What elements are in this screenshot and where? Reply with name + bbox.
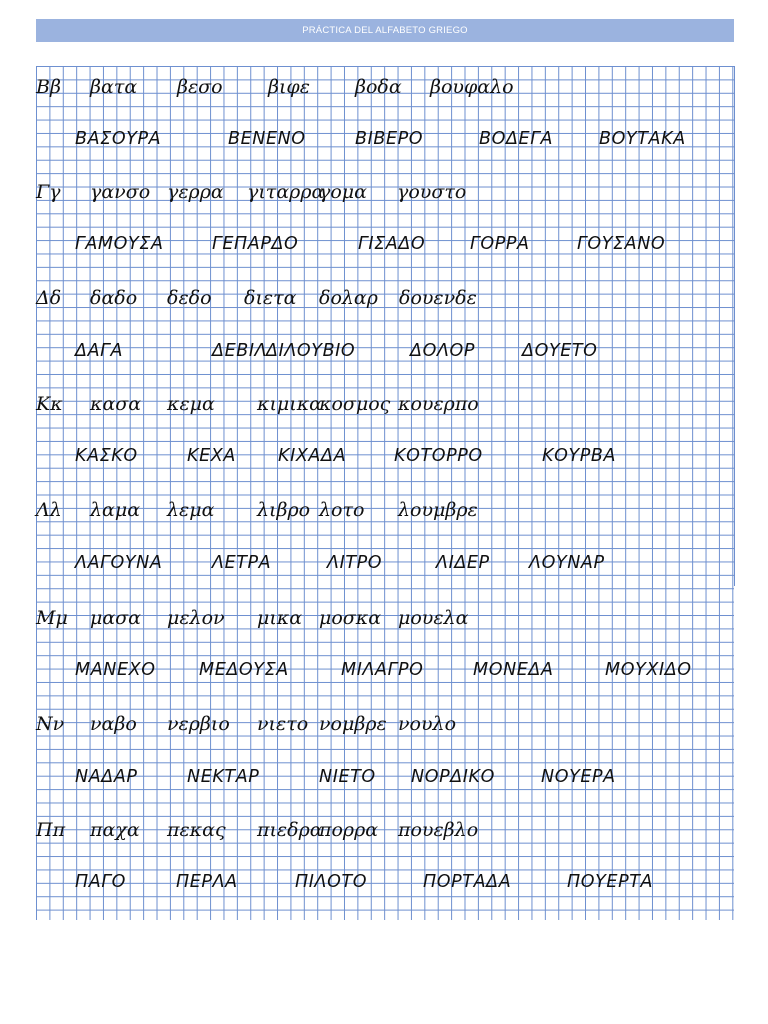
practice-word: κασα [90,393,142,415]
practice-word: λοτο [319,499,365,521]
practice-word: λαμα [90,499,141,521]
practice-word-uppercase: ΚΟΤΟΡΡΟ [394,446,483,466]
letter-pair: Ββ [36,76,61,98]
practice-word: λεμα [167,499,215,521]
practice-word: κουερπο [398,393,479,415]
practice-word-uppercase: ΒΟΥΤΑΚΑ [599,129,686,149]
letter-pair: Νν [36,713,65,735]
practice-word: νομβρε [319,713,387,735]
practice-word: κοσμος [319,393,391,415]
practice-word-uppercase: ΒΙΒΕΡΟ [355,129,424,149]
practice-word: παχα [90,819,140,841]
page-title: PRÁCTICA DEL ALFABETO GRIEGO [302,25,468,36]
practice-word-uppercase: ΝΑΔΑΡ [75,767,138,787]
letter-pair: Δδ [36,287,62,309]
practice-word-uppercase: ΛΑΓΟΥΝΑ [75,553,163,573]
letter-pair: Γγ [36,181,61,203]
practice-word: πουεβλο [398,819,479,841]
practice-word: λιβρο [257,499,311,521]
practice-word: μικα [257,607,303,629]
lowercase-practice-row [36,815,734,845]
practice-word-uppercase: ΔΙΛΟΥΒΙΟ [266,341,356,361]
practice-word: μελον [167,607,225,629]
practice-word: δουενδε [399,287,477,309]
practice-word: πεκας [167,819,226,841]
practice-word: διετα [244,287,297,309]
practice-word-uppercase: ΓΕΠΑΡΔΟ [212,234,299,254]
practice-word: πιεδρα [257,819,323,841]
practice-word: γουστο [397,181,467,203]
lowercase-practice-row [36,603,734,633]
practice-word-uppercase: ΓΙΣΑΔΟ [358,234,426,254]
practice-word: γανσο [90,181,151,203]
lowercase-practice-row [36,177,734,207]
practice-word: γομα [319,181,367,203]
practice-word-uppercase: ΓΑΜΟΥΣΑ [75,234,164,254]
practice-word-uppercase: ΠΟΥΕΡΤΑ [567,872,654,892]
practice-word-uppercase: ΓΟΡΡΑ [470,234,530,254]
practice-word: νουλο [398,713,457,735]
uppercase-practice-row [36,441,734,471]
practice-word-uppercase: ΜΟΝΕΔΑ [473,660,554,680]
practice-word-uppercase: ΛΕΤΡΑ [212,553,272,573]
practice-word: γερρα [167,181,224,203]
practice-word-uppercase: ΜΙΛΑΓΡΟ [341,660,424,680]
practice-word-uppercase: ΜΟΥΧΙΔΟ [605,660,692,680]
practice-word-uppercase: ΔΟΥΕΤΟ [522,341,598,361]
practice-word-uppercase: ΔΟΛΟΡ [410,341,476,361]
uppercase-practice-row [36,762,734,792]
practice-word: πορρα [319,819,379,841]
uppercase-practice-row [36,336,734,366]
practice-word: νερβιο [167,713,230,735]
practice-word: βουφαλο [430,76,514,98]
practice-word: μασα [90,607,141,629]
uppercase-practice-row [36,124,734,154]
practice-word-uppercase: ΠΙΛΟΤΟ [295,872,368,892]
practice-word-uppercase: ΝΕΚΤΑΡ [187,767,260,787]
practice-word: ναβο [90,713,137,735]
practice-word: δολαρ [319,287,378,309]
practice-word-uppercase: ΜΕΔΟΥΣΑ [199,660,289,680]
practice-word: βατα [90,76,138,98]
practice-word-uppercase: ΝΙΕΤΟ [319,767,376,787]
letter-pair: Κκ [36,393,63,415]
practice-word-uppercase: ΛΙΔΕΡ [436,553,490,573]
practice-word-uppercase: ΝΟΡΔΙΚΟ [411,767,496,787]
practice-word: βιφε [268,76,310,98]
practice-word-uppercase: ΒΑΣΟΥΡΑ [75,129,162,149]
lowercase-practice-row [36,495,734,525]
uppercase-practice-row [36,548,734,578]
practice-word: λουμβρε [398,499,478,521]
lowercase-practice-row [36,72,734,102]
practice-word-uppercase: ΓΟΥΣΑΝΟ [577,234,666,254]
practice-word-uppercase: ΒΕΝΕΝΟ [228,129,306,149]
practice-word: δεδο [167,287,212,309]
grid-right-edge [734,66,735,586]
practice-word-uppercase: ΚΕΧΑ [187,446,236,466]
letter-pair: Λλ [36,499,62,521]
practice-word: μοσκα [319,607,382,629]
practice-word: δαδο [90,287,138,309]
practice-word-uppercase: ΚΙΧΑΔΑ [278,446,347,466]
practice-word-uppercase: ΛΙΤΡΟ [327,553,383,573]
practice-word: νιετο [257,713,309,735]
practice-word: βοδα [355,76,402,98]
title-bar [36,19,734,42]
lowercase-practice-row [36,709,734,739]
practice-word-uppercase: ΠΕΡΛΑ [176,872,238,892]
practice-word: κεμα [167,393,215,415]
uppercase-practice-row [36,229,734,259]
letter-pair: Μμ [36,607,68,629]
practice-word: γιταρρα [247,181,325,203]
letter-pair: Ππ [36,819,66,841]
practice-word-uppercase: ΒΟΔΕΓΑ [479,129,554,149]
practice-word: βεσο [177,76,223,98]
practice-word-uppercase: ΜΑΝΕΧΟ [75,660,156,680]
uppercase-practice-row [36,655,734,685]
practice-word-uppercase: ΔΕΒΙΛ [212,341,268,361]
practice-word: κιμικα [257,393,322,415]
uppercase-practice-row [36,867,734,897]
lowercase-practice-row [36,283,734,313]
lowercase-practice-row [36,389,734,419]
practice-word-uppercase: ΛΟΥΝΑΡ [529,553,605,573]
practice-word: μουελα [398,607,469,629]
practice-word-uppercase: ΔΑΓΑ [75,341,124,361]
practice-word-uppercase: ΝΟΥΕΡΑ [541,767,616,787]
practice-word-uppercase: ΠΟΡΤΑΔΑ [423,872,512,892]
practice-word-uppercase: ΚΑΣΚΟ [75,446,138,466]
practice-word-uppercase: ΚΟΥΡΒΑ [542,446,617,466]
practice-word-uppercase: ΠΑΓΟ [75,872,127,892]
